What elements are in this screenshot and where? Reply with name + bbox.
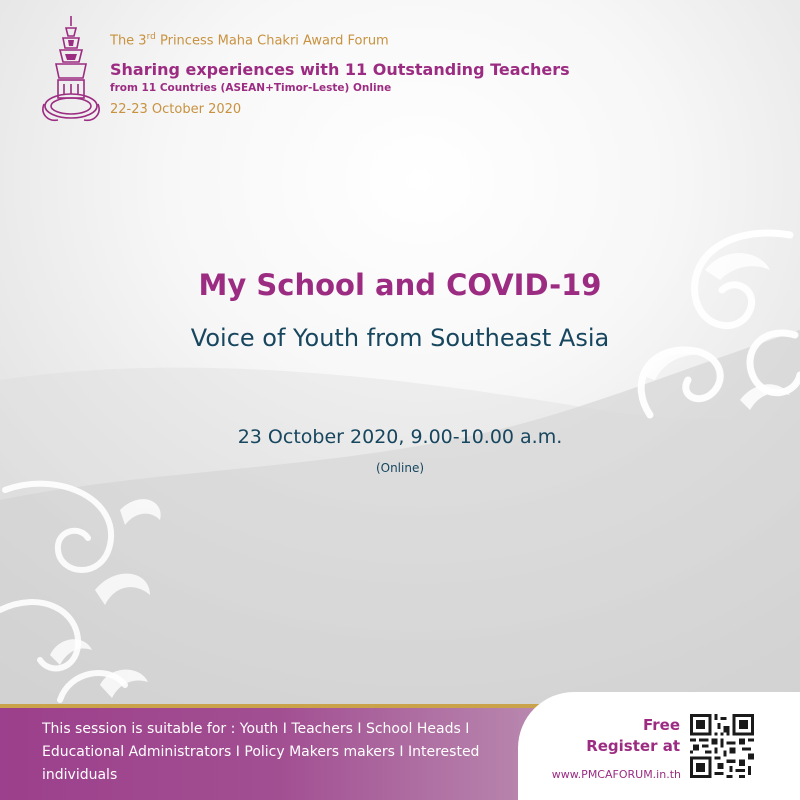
event-subtitle: Voice of Youth from Southeast Asia — [190, 324, 610, 352]
free-label: Free — [642, 716, 680, 734]
forum-dates: 22-23 October 2020 — [110, 102, 242, 117]
award-prefix: The 3 — [110, 33, 147, 49]
right-thai-ornament — [610, 215, 800, 430]
register-label: Register at — [586, 737, 680, 755]
qr-code-icon[interactable] — [690, 714, 754, 778]
award-forum-heading — [110, 32, 389, 48]
audience-text: This session is suitable for : Youth I Teachers I School Heads I Educational Administrators I Policy Makers makers I Interested individuals — [42, 721, 480, 783]
award-ordinal: rd — [146, 32, 156, 42]
footer-gold-line — [0, 704, 560, 708]
award-suffix: Princess Maha Chakri Award Forum — [155, 33, 389, 49]
countries-subheading: from 11 Countries (ASEAN+Timor-Leste) Online — [110, 82, 392, 94]
register-url-link[interactable]: www.PMCAFORUM.in.th — [551, 768, 681, 781]
left-thai-ornament — [0, 470, 175, 710]
sharing-heading: Sharing experiences with 11 Outstanding Teachers — [110, 60, 570, 79]
royal-crown-emblem-icon — [38, 14, 104, 126]
event-datetime: 23 October 2020, 9.00-10.00 a.m. — [237, 426, 563, 448]
event-mode: (Online) — [375, 461, 425, 475]
event-title: My School and COVID-19 — [198, 268, 602, 302]
